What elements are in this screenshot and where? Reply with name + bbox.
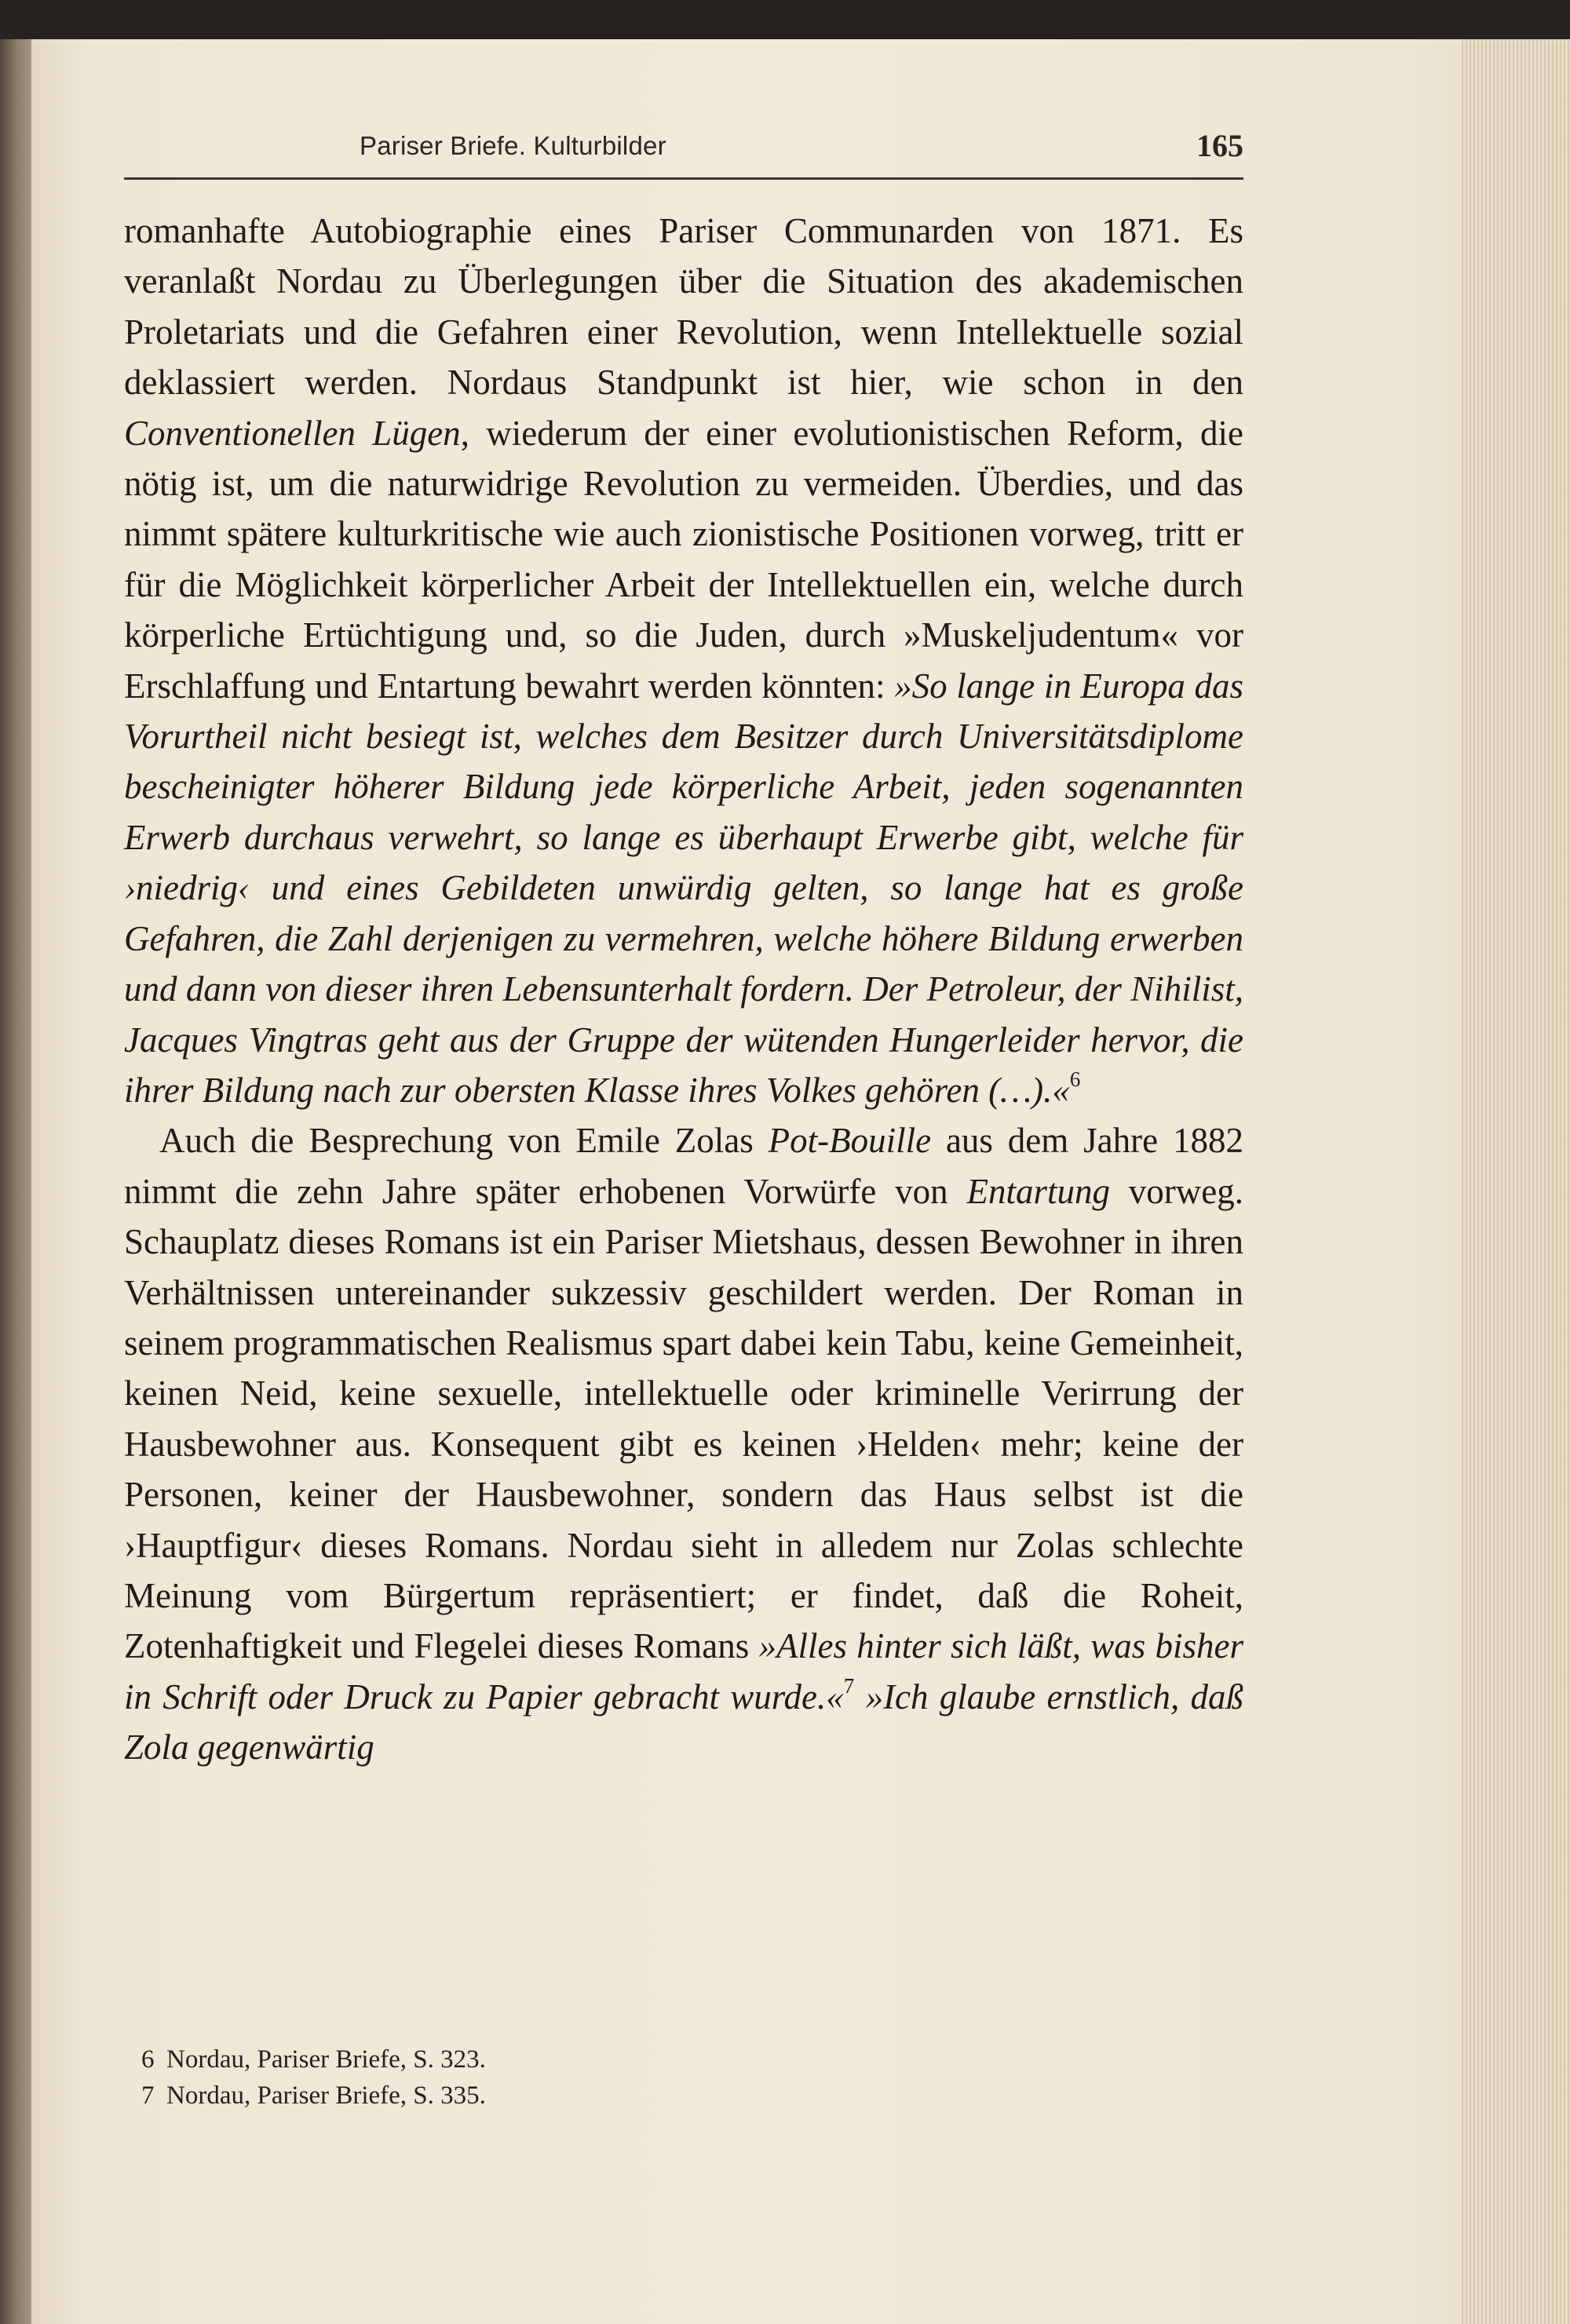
italic-text: Conventionellen Lügen xyxy=(124,413,461,453)
footnote xyxy=(141,2078,1083,2114)
footnote-text: Nordau, Pariser Briefe, S. 323. xyxy=(166,2045,486,2074)
italic-text: Entartung xyxy=(966,1171,1110,1211)
text-segment: Auch die Besprechung von Emile Zolas xyxy=(159,1121,769,1161)
italic-text: Pot-Bouille xyxy=(768,1121,932,1161)
italic-text: »Alles hinter sich läßt, was bisher in Schrift oder Druck zu Papier gebracht wurde.« xyxy=(124,1626,1243,1717)
text-segment: aus dem Jahre 1882 nimmt die zehn Jahre später erhobenen Vorwürfe von xyxy=(124,1121,1243,1211)
paragraph xyxy=(124,1115,1243,1772)
previous-page-edge xyxy=(0,39,31,2324)
running-head: Pariser Briefe. Kulturbilder xyxy=(360,131,666,160)
paragraph xyxy=(124,206,1243,1115)
page-stack-edge xyxy=(1462,39,1570,2324)
page-number: 165 xyxy=(1196,128,1243,163)
footnote-marker: 6 xyxy=(1069,1067,1081,1091)
italic-text: »Ich glaube ernstlich, daß Zola gegenwärtig xyxy=(124,1676,1244,1768)
text-segment xyxy=(854,1677,865,1717)
text-segment: romanhafte Autobiographie eines Pariser Communarden von 1871. Es veranlaßt Nordau zu Überlegungen über die Situation des akademischen Proletariats und die Gefahren einer Revolution, wenn Intellektuelle sozial deklassiert werden. Nordaus Standpunkt ist hier, wie schon in den xyxy=(124,211,1243,403)
footnote-number: 6 xyxy=(141,2045,155,2074)
page-header xyxy=(124,130,1243,180)
footnote-marker: 7 xyxy=(843,1673,855,1698)
footnote-text: Nordau, Pariser Briefe, S. 335. xyxy=(166,2081,486,2110)
body-text xyxy=(124,206,1243,1773)
footnote-number: 7 xyxy=(141,2081,155,2110)
footnotes xyxy=(141,2041,1083,2114)
text-segment: , wiederum der einer evolutionistischen Reform, die nötig ist, um die naturwidrige Revolution zu vermeiden. Überdies, und das nimmt spätere kulturkritische wie auch zionistische Positionen vorweg, tritt er für die Möglichkeit körperlicher Arbeit der Intellektuellen ein, welche durch körperliche Ertüchtigung und, so die Juden, durch »Muskeljudentum« vor Erschlaffung und Entartung bewahrt werden könnten: xyxy=(124,413,1243,706)
text-segment: vorweg. Schauplatz dieses Romans ist ein Pariser Mietshaus, dessen Bewohner in ihren Verhältnissen untereinander sukzessiv geschildert werden. Der Roman in seinem programmatischen Realismus spart dabei kein Tabu, keine Gemeinheit, keinen Neid, keine sexuelle, intellektuelle oder kriminelle Verirrung der Hausbewohner aus. Konsequent gibt es keinen ›Helden‹ mehr; keine der Personen, keiner der Hausbewohner, sondern das Haus selbst ist die ›Hauptfigur‹ dieses Romans. Nordau sieht in alledem nur Zolas schlechte Meinung vom Bürgertum repräsentiert; er findet, daß die Roheit, Zotenhaftigkeit und Flegelei dieses Romans xyxy=(124,1171,1243,1666)
footnote xyxy=(141,2041,1083,2078)
italic-text: »So lange in Europa das Vorurtheil nicht besiegt ist, welches dem Besitzer durch Universitätsdiplome bescheinigter höherer Bildung jede körperliche Arbeit, jeden sogenannten Erwerb durchaus verwehrt, so lange es überhaupt Erwerbe gibt, welche für ›niedrig‹ und eines Gebildeten unwürdig gelten, so lange hat es große Gefahren, die Zahl derjenigen zu vermehren, welche höhere Bildung erwerben und dann von dieser ihren Lebensunterhalt fordern. Der Petroleur, der Nihilist, Jacques Vingtras geht aus der Gruppe der wütenden Hungerleider hervor, die ihrer Bildung nach zur obersten Klasse ihres Volkes gehören (…).« xyxy=(124,666,1243,1110)
